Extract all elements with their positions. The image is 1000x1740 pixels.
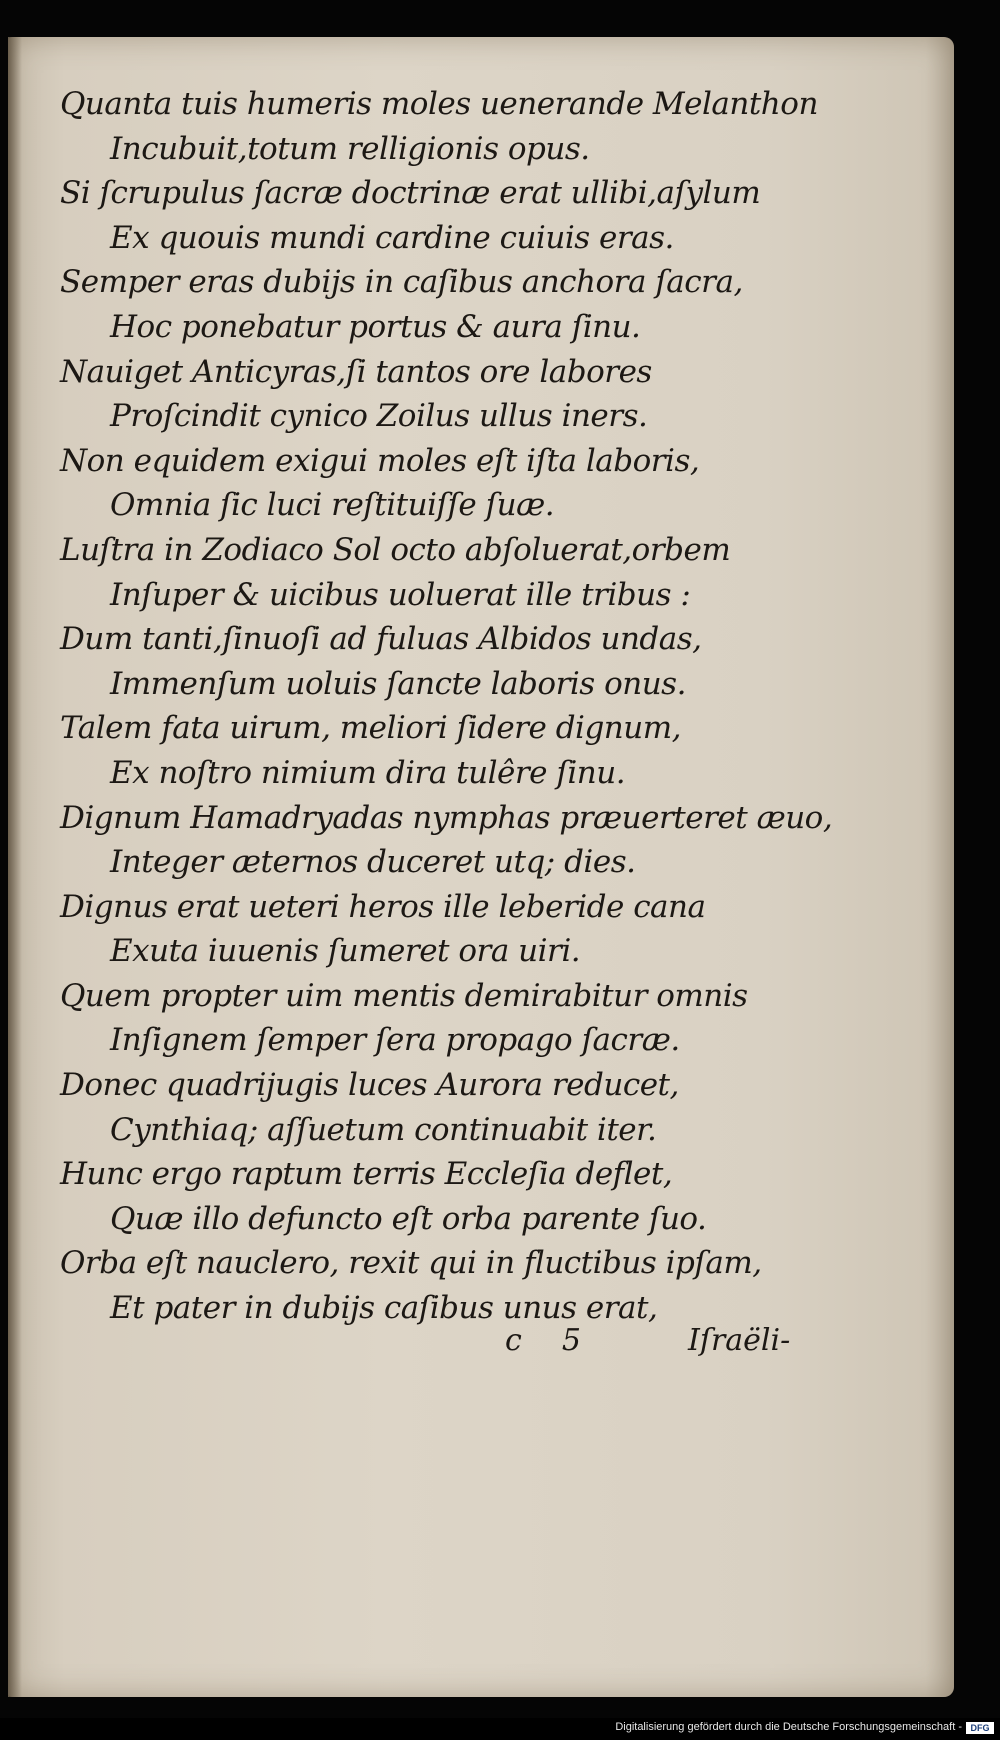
verse-line: Proſcindit cynico Zoilus ullus iners. (110, 398, 648, 435)
verse-line: Luſtra in Zodiaco Sol octo abſoluerat,orbem (60, 531, 731, 568)
poem-text-block (60, 82, 833, 1331)
verse-line: Quæ illo defuncto eſt orba parente ſuo. (110, 1200, 707, 1237)
dfg-logo-icon: DFG (966, 1722, 994, 1734)
signature-mark (505, 1323, 581, 1358)
verse-line: Dum tanti,ſinuoſi ad fuluas Albidos undas, (60, 621, 702, 658)
verse-line: Inſignem ſemper ſera propago ſacræ. (110, 1022, 680, 1059)
verse-line: Semper eras dubijs in caſibus anchora ſacra, (60, 264, 743, 301)
verse-line: Ex noſtro nimium dira tulêre ſinu. (110, 754, 626, 791)
verse-line: Cynthiaq; aſſuetum continuabit iter. (110, 1111, 657, 1148)
verse-line: Integer æternos duceret utq; dies. (110, 844, 636, 881)
verse-line: Omnia ſic luci reſtituiſſe ſuæ. (110, 487, 555, 524)
verse-line: Et pater in dubijs caſibus unus erat, (110, 1290, 658, 1327)
verse-line: Dignum Hamadryadas nymphas præuerteret æuo, (60, 799, 833, 836)
verse-line: Talem fata uirum, meliori ſidere dignum, (60, 710, 681, 747)
verse-line: Donec quadrijugis luces Aurora reducet, (60, 1067, 679, 1104)
page-spine-edge (8, 37, 22, 1697)
verse-line: Quem propter uim mentis demirabitur omnis (60, 977, 748, 1014)
verse-line: Nauiget Anticyras,ſi tantos ore labores (60, 353, 652, 390)
verse-line: Si ſcrupulus ſacræ doctrinæ erat ullibi,aſylum (60, 175, 761, 212)
verse-line: Quanta tuis humeris moles uenerande Melanthon (60, 86, 818, 122)
verse-line: Orba eſt nauclero, rexit qui in fluctibus ipſam, (60, 1245, 762, 1282)
catchword: Iſraëli- (688, 1323, 791, 1358)
verse-line: Exuta iuuenis ſumeret ora uiri. (110, 933, 581, 970)
verse-line: Incubuit,totum relligionis opus. (110, 130, 590, 167)
verse-line: Dignus erat ueteri heros ille leberide cana (60, 888, 706, 925)
verse-line: Inſuper & uicibus uoluerat ille tribus : (110, 576, 691, 613)
signature-number: 5 (561, 1323, 581, 1358)
verse-line: Ex quouis mundi cardine cuiuis eras. (110, 219, 674, 256)
verse-line: Non equidem exigui moles eſt iſta laboris, (60, 442, 700, 479)
verse-line: Hunc ergo raptum terris Eccleſia deflet, (60, 1156, 673, 1193)
verse-line: Hoc ponebatur portus & aura ſinu. (110, 308, 641, 345)
signature-letter: c (505, 1323, 522, 1358)
footer-bar (0, 1718, 1000, 1740)
verse-line: Immenſum uoluis ſancte laboris onus. (110, 665, 686, 702)
funding-credit: Digitalisierung gefördert durch die Deutsche Forschungsgemeinschaft - (615, 1721, 962, 1733)
